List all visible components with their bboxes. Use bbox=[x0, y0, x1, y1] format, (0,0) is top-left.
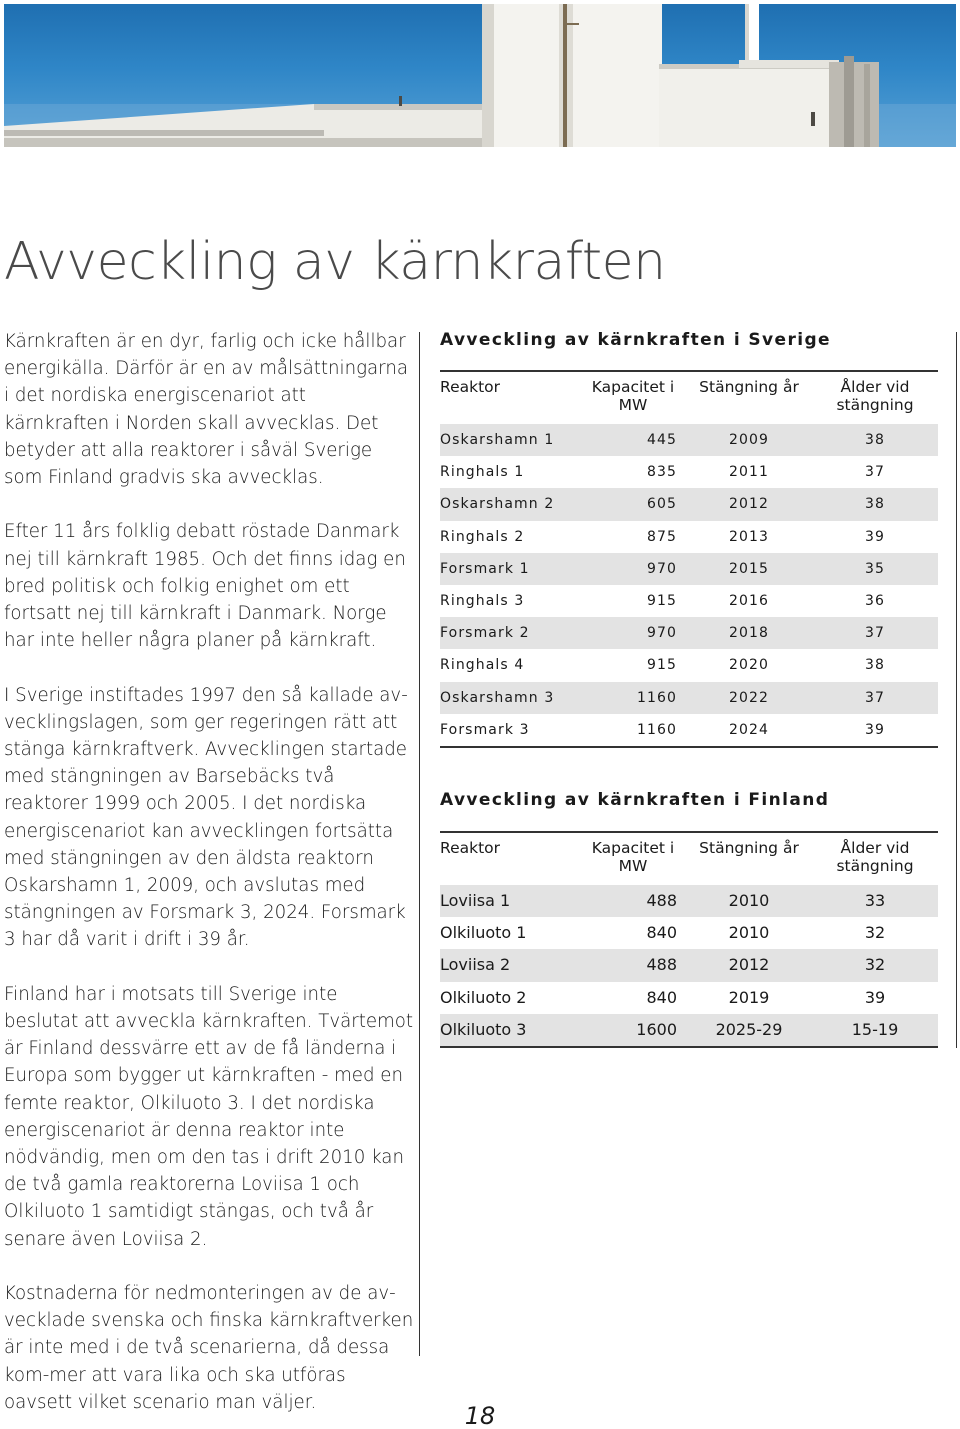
cell-reaktor: Forsmark 1 bbox=[440, 560, 530, 577]
cell-kapacitet: 1160 bbox=[636, 721, 677, 738]
cell-stangning: 2024 bbox=[728, 721, 770, 738]
finland-table bbox=[440, 790, 938, 1048]
finland-table-body bbox=[440, 885, 938, 1046]
cell-alder: 39 bbox=[864, 721, 885, 738]
table-row bbox=[440, 521, 938, 553]
column-divider bbox=[419, 332, 420, 1356]
cell-stangning: 2012 bbox=[728, 955, 770, 975]
table-row bbox=[440, 488, 938, 520]
cell-reaktor: Olkiluoto 1 bbox=[440, 923, 527, 943]
table-row bbox=[440, 714, 938, 746]
cell-reaktor: Loviisa 2 bbox=[440, 955, 511, 975]
cell-kapacitet: 488 bbox=[646, 891, 677, 910]
paragraph: Kostnaderna för nedmonteringen av de av-vecklade svenska och finska kärnkraftverken är inte med i de två scenarierna, då dessa kom-mer att vara lika och ska utföras oavsett vilket scenario man väljer. bbox=[4, 1283, 414, 1413]
cell-stangning: 2013 bbox=[728, 528, 770, 545]
cell-reaktor: Forsmark 2 bbox=[440, 625, 530, 642]
right-border bbox=[956, 332, 957, 1048]
table-row bbox=[440, 982, 938, 1014]
cell-kapacitet: 970 bbox=[646, 560, 677, 577]
cell-alder: 38 bbox=[864, 432, 885, 448]
cell-stangning: 2009 bbox=[728, 432, 770, 448]
cell-kapacitet: 605 bbox=[646, 496, 677, 513]
table-row bbox=[440, 1014, 938, 1046]
cell-alder: 32 bbox=[864, 923, 886, 943]
cell-stangning: 2020 bbox=[728, 657, 770, 674]
table-row bbox=[440, 585, 938, 617]
cell-kapacitet: 840 bbox=[646, 923, 677, 943]
cell-alder: 33 bbox=[864, 891, 886, 910]
cell-kapacitet: 915 bbox=[646, 657, 677, 674]
paragraph: Kärnkraften är en dyr, farlig och icke hållbar energikälla. Därför är en av målsättningarna i det nordiska energiscenariot att kärnkraften i Norden skall avvecklas. Det betyder att alla reaktorer i såväl Sverige som Finland gradvis ska avvecklas. bbox=[4, 331, 409, 489]
paragraph: I Sverige instiftades 1997 den så kallade av-vecklingslagen, som ger regeringen rätt att stänga kärnkraftverk. Avvecklingen startade med stängningen av Barsebäcks två reaktorer 1999 och 2005. I det nordiska energiscenariot kan avvecklingen fortsätta med stängningen av den äldsta reaktorn Oskarshamn 1, 2009, och avslutas med stängningen av Forsmark 3, 2024. Forsmark 3 har då varit i drift i 39 år. bbox=[4, 684, 408, 951]
table-rule bbox=[440, 1046, 938, 1048]
cell-alder: 32 bbox=[864, 955, 886, 975]
table-row bbox=[440, 885, 938, 917]
cell-reaktor: Ringhals 2 bbox=[440, 528, 525, 545]
cell-alder: 37 bbox=[864, 464, 885, 481]
cell-reaktor: Oskarshamn 2 bbox=[440, 496, 555, 513]
header-stangning: Stängning år bbox=[699, 378, 799, 396]
finland-table-title: Avveckling av kärnkraften i Finland bbox=[440, 790, 830, 810]
header-stangning: Stängning år bbox=[699, 839, 799, 857]
cell-alder: 38 bbox=[864, 496, 885, 513]
cell-reaktor: Oskarshamn 3 bbox=[440, 689, 555, 706]
table-row bbox=[440, 649, 938, 681]
cell-alder: 15-19 bbox=[851, 1019, 899, 1039]
cell-kapacitet: 445 bbox=[646, 432, 677, 448]
cell-reaktor: Loviisa 1 bbox=[440, 891, 511, 910]
paragraph: Efter 11 års folklig debatt röstade Danmark nej till kärnkraft 1985. Och det finns idag en bred politisk och folkig enighet om ett fortsatt nej till kärnkraft i Danmark. Norge har inte heller några planer på kärnkraft. bbox=[4, 521, 406, 652]
cell-kapacitet: 488 bbox=[646, 955, 677, 975]
cell-kapacitet: 840 bbox=[646, 987, 677, 1007]
cell-stangning: 2010 bbox=[728, 891, 770, 910]
cell-kapacitet: 1600 bbox=[636, 1019, 677, 1039]
header-reaktor: Reaktor bbox=[440, 378, 501, 396]
paragraph: Finland har i motsats till Sverige inte beslutat att avveckla kärnkraften. Tvärtemot är Finland dessvärre ett av de få länderna i Europa som bygger ut kärnkraften - med en femte reaktor, Olkiluoto 3. I det nordiska energiscenariot är denna reaktor inte nödvändig, men om den tas i drift 2010 kan de två gamla reaktorerna Loviisa 1 och Olkiluoto 1 samtidigt stängas, och två år senare även Loviisa 2. bbox=[4, 983, 414, 1250]
cell-alder: 38 bbox=[864, 657, 885, 674]
table-row bbox=[440, 682, 938, 714]
cell-alder: 35 bbox=[864, 560, 885, 577]
cell-alder: 39 bbox=[864, 528, 885, 545]
cell-reaktor: Ringhals 1 bbox=[440, 464, 525, 481]
cell-kapacitet: 1160 bbox=[636, 689, 677, 706]
cell-stangning: 2016 bbox=[728, 592, 770, 609]
page-number: 18 bbox=[464, 1402, 496, 1429]
cell-reaktor: Oskarshamn 1 bbox=[440, 432, 555, 448]
page-title: Avveckling av kärnkraften bbox=[4, 232, 666, 292]
cell-stangning: 2025-29 bbox=[715, 1019, 783, 1039]
table-header bbox=[440, 833, 938, 885]
header-photo bbox=[4, 4, 956, 147]
cell-reaktor: Ringhals 3 bbox=[440, 592, 525, 609]
power-plant-illustration bbox=[4, 4, 956, 147]
cell-stangning: 2015 bbox=[728, 560, 770, 577]
cell-kapacitet: 875 bbox=[646, 528, 677, 545]
cell-stangning: 2018 bbox=[728, 625, 770, 642]
cell-reaktor: Forsmark 3 bbox=[440, 721, 530, 738]
table-row bbox=[440, 917, 938, 949]
cell-stangning: 2019 bbox=[728, 987, 770, 1007]
cell-kapacitet: 835 bbox=[646, 464, 677, 481]
cell-alder: 39 bbox=[864, 987, 886, 1007]
cell-stangning: 2022 bbox=[728, 689, 770, 706]
table-row bbox=[440, 424, 938, 456]
sweden-table-body bbox=[440, 424, 938, 746]
table-row bbox=[440, 553, 938, 585]
body-text-column bbox=[4, 328, 414, 1416]
header-alder: Ålder vid stängning bbox=[836, 378, 914, 414]
table-header bbox=[440, 372, 938, 424]
sweden-table-title: Avveckling av kärnkraften i Sverige bbox=[440, 330, 831, 350]
header-kapacitet: Kapacitet i MW bbox=[591, 839, 675, 875]
cell-kapacitet: 915 bbox=[646, 592, 677, 609]
table-row bbox=[440, 949, 938, 981]
sweden-table bbox=[440, 330, 938, 748]
header-alder: Ålder vid stängning bbox=[836, 839, 914, 875]
table-rule bbox=[440, 746, 938, 748]
table-row bbox=[440, 456, 938, 488]
cell-reaktor: Ringhals 4 bbox=[440, 657, 525, 674]
cell-kapacitet: 970 bbox=[646, 625, 677, 642]
cell-alder: 37 bbox=[864, 689, 885, 706]
cell-reaktor: Olkiluoto 2 bbox=[440, 987, 527, 1007]
cell-alder: 37 bbox=[864, 625, 885, 642]
header-reaktor: Reaktor bbox=[440, 839, 501, 857]
cell-stangning: 2010 bbox=[728, 923, 770, 943]
cell-stangning: 2012 bbox=[728, 496, 770, 513]
header-kapacitet: Kapacitet i MW bbox=[591, 378, 675, 414]
cell-reaktor: Olkiluoto 3 bbox=[440, 1019, 527, 1039]
cell-alder: 36 bbox=[864, 592, 885, 609]
cell-stangning: 2011 bbox=[728, 464, 770, 481]
table-row bbox=[440, 617, 938, 649]
